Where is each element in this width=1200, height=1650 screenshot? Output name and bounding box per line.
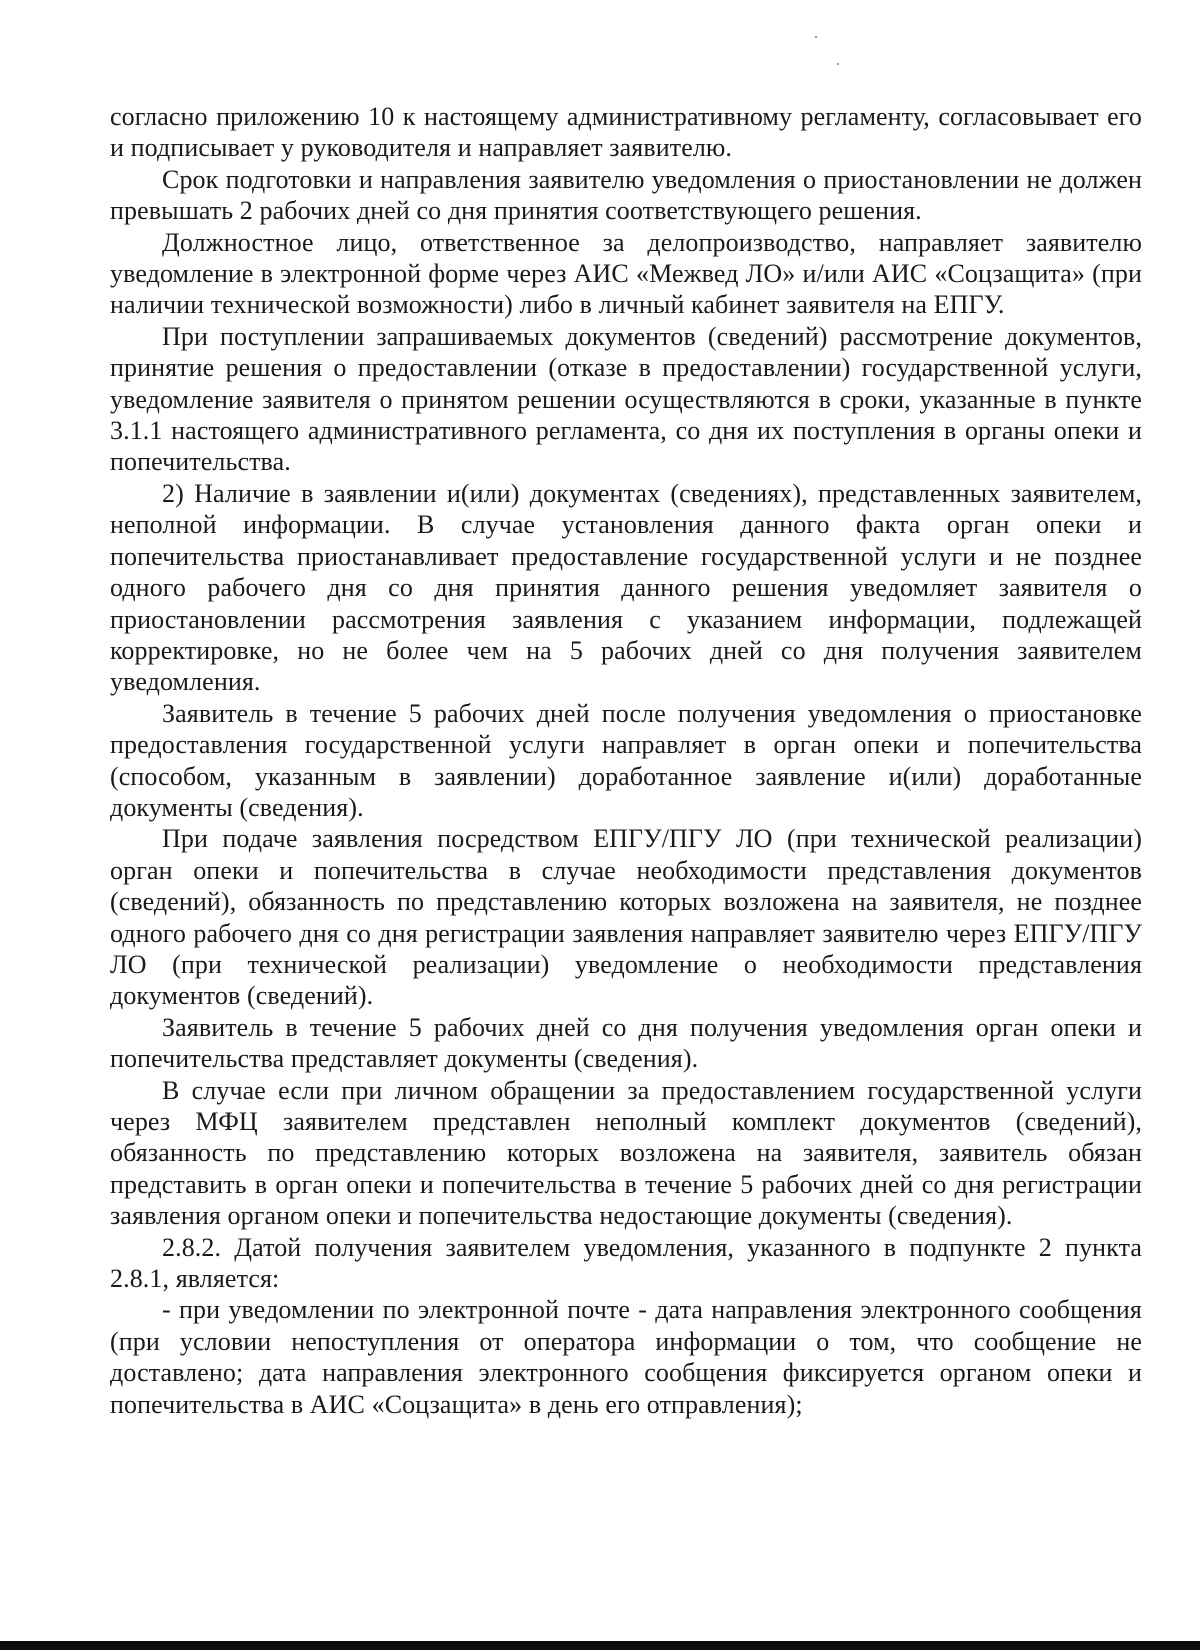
paragraph-section-2-8-2: 2.8.2. Датой получения заявителем уведомления, указанного в подпункте 2 пункта 2.8.1, является:: [110, 1232, 1142, 1294]
paragraph-applicant-revision: Заявитель в течение 5 рабочих дней после получения уведомления о приостановке предоставления государственной услуги направляет в орган опеки и попечительства (способом, указанным в заявлении) доработанное заявление и(или) доработанные документы (сведения).: [110, 698, 1142, 822]
paragraph-epgu-submission: При подаче заявления посредством ЕПГУ/ПГУ ЛО (при технической реализации) орган опеки и попечительства в случае необходимости представления документов (сведений), обязанность по представлению которых возложена на заявителя, не позднее одного рабочего дня со дня регистрации заявления направляет заявителю через ЕПГУ/ПГУ ЛО (при технической реализации) уведомление о необходимости представления документов (сведений).: [110, 824, 1142, 1011]
paragraph-continuation: согласно приложению 10 к настоящему административному регламенту, согласовывает его и подписывает у руководителя и направляет заявителю.: [110, 102, 1142, 163]
paragraph-notice-deadline: Срок подготовки и направления заявителю уведомления о приостановлении не должен превышать 2 рабочих дней со дня принятия соответствующего решения.: [110, 164, 1142, 226]
scan-speck: [815, 36, 817, 38]
paragraph-applicant-provides-documents: Заявитель в течение 5 рабочих дней со дня получения уведомления орган опеки и попечительства представляет документы (сведения).: [110, 1012, 1142, 1074]
document-body: [110, 101, 1142, 1420]
paragraph-incomplete-information: 2) Наличие в заявлении и(или) документах (сведениях), представленных заявителем, неполной информации. В случае установления данного факта орган опеки и попечительства приостанавливает предоставление государственной услуги и не позднее одного рабочего дня со дня принятия данного решения уведомляет заявителя о приостановлении рассмотрения заявления с указанием информации, подлежащей корректировке, но не более чем на 5 рабочих дней со дня получения заявителем уведомления.: [110, 478, 1142, 697]
paragraph-email-notification: - при уведомлении по электронной почте - дата направления электронного сообщения (при условии непоступления от оператора информации о том, что сообщение не доставлено; дата направления электронного сообщения фиксируется органом опеки и попечительства в АИС «Соцзащита» в день его отправления);: [110, 1295, 1142, 1419]
paragraph-official-sends-notice: Должностное лицо, ответственное за делопроизводство, направляет заявителю уведомление в электронной форме через АИС «Межвед ЛО» и/или АИС «Соцзащита» (при наличии технической возможности) либо в личный кабинет заявителя на ЕПГУ.: [110, 227, 1142, 320]
scan-bottom-edge: [0, 1641, 1200, 1650]
scan-speck: [837, 63, 839, 65]
paragraph-mfc-incomplete-set: В случае если при личном обращении за предоставлением государственной услуги через МФЦ заявителем представлен неполный комплект документов (сведений), обязанность по представлению которых возложена на заявителя, заявитель обязан представить в орган опеки и попечительства в течение 5 рабочих дней со дня регистрации заявления органом опеки и попечительства недостающие документы (сведения).: [110, 1075, 1142, 1231]
paragraph-documents-received: При поступлении запрашиваемых документов (сведений) рассмотрение документов, принятие решения о предоставлении (отказе в предоставлении) государственной услуги, уведомление заявителя о принятом решении осуществляются в сроки, указанные в пункте 3.1.1 настоящего административного регламента, со дня их поступления в органы опеки и попечительства.: [110, 321, 1142, 477]
